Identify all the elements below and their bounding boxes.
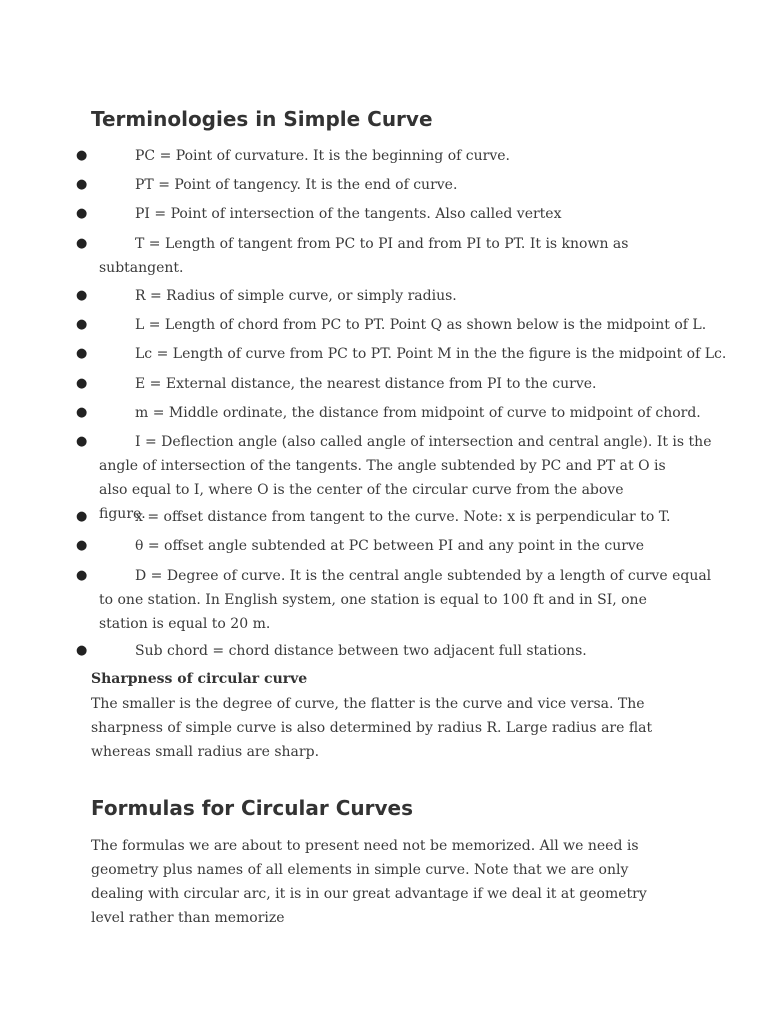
bullet-icon: ●	[76, 346, 88, 361]
term-text: PT = Point of tangency. It is the end of curve.	[135, 177, 458, 193]
subheading-sharpness: Sharpness of circular curve	[91, 671, 308, 687]
term-text-continued: subtangent.	[99, 260, 184, 276]
paragraph-formulas: The formulas we are about to present need not be memorized. All we need is geometry plus names of all elements in simple curve. Note that we are only dealing with circular arc, it is in our great advantage if we deal it at geometry level rather than memorize	[91, 838, 647, 926]
term-text: E = External distance, the nearest distance from PI to the curve.	[135, 376, 597, 392]
section-heading-terminologies: Terminologies in Simple Curve	[91, 107, 433, 131]
term-text: D = Degree of curve. It is the central angle subtended by a length of curve equal	[135, 568, 712, 584]
bullet-icon: ●	[76, 317, 88, 332]
bullet-icon: ●	[76, 568, 88, 583]
term-text: I = Deflection angle (also called angle of intersection and central angle). It is the	[135, 434, 712, 450]
bullet-icon: ●	[76, 148, 88, 163]
term-text-continued: to one station. In English system, one station is equal to 100 ft and in SI, one station is equal to 20 m.	[99, 592, 647, 632]
paragraph-sharpness: The smaller is the degree of curve, the flatter is the curve and vice versa. The sharpness of simple curve is also determined by radius R. Large radius are flat whereas small radius are sharp.	[91, 696, 653, 760]
bullet-icon: ●	[76, 177, 88, 192]
bullet-icon: ●	[76, 538, 88, 553]
term-text: L = Length of chord from PC to PT. Point Q as shown below is the midpoint of L.	[135, 317, 707, 333]
bullet-icon: ●	[76, 236, 88, 251]
bullet-icon: ●	[76, 643, 88, 658]
bullet-icon: ●	[76, 509, 88, 524]
section-heading-formulas: Formulas for Circular Curves	[91, 796, 413, 820]
term-text: Lc = Length of curve from PC to PT. Point M in the the figure is the midpoint of Lc.	[135, 346, 727, 362]
bullet-icon: ●	[76, 206, 88, 221]
bullet-icon: ●	[76, 405, 88, 420]
term-text: PC = Point of curvature. It is the beginning of curve.	[135, 148, 510, 164]
bullet-icon: ●	[76, 288, 88, 303]
term-text: x = offset distance from tangent to the curve. Note: x is perpendicular to T.	[135, 509, 671, 525]
term-text: θ = offset angle subtended at PC between PI and any point in the curve	[135, 538, 645, 554]
bullet-icon: ●	[76, 376, 88, 391]
bullet-icon: ●	[76, 434, 88, 449]
term-text: m = Middle ordinate, the distance from midpoint of curve to midpoint of chord.	[135, 405, 701, 421]
term-text-continued: angle of intersection of the tangents. The angle subtended by PC and PT at O is also equal to I, where O is the center of the circular curve from the above figure.	[99, 458, 666, 522]
term-text: Sub chord = chord distance between two adjacent full stations.	[135, 643, 587, 659]
term-text: R = Radius of simple curve, or simply radius.	[135, 288, 457, 304]
term-text: T = Length of tangent from PC to PI and from PI to PT. It is known as	[135, 236, 629, 252]
term-text: PI = Point of intersection of the tangents. Also called vertex	[135, 206, 562, 222]
